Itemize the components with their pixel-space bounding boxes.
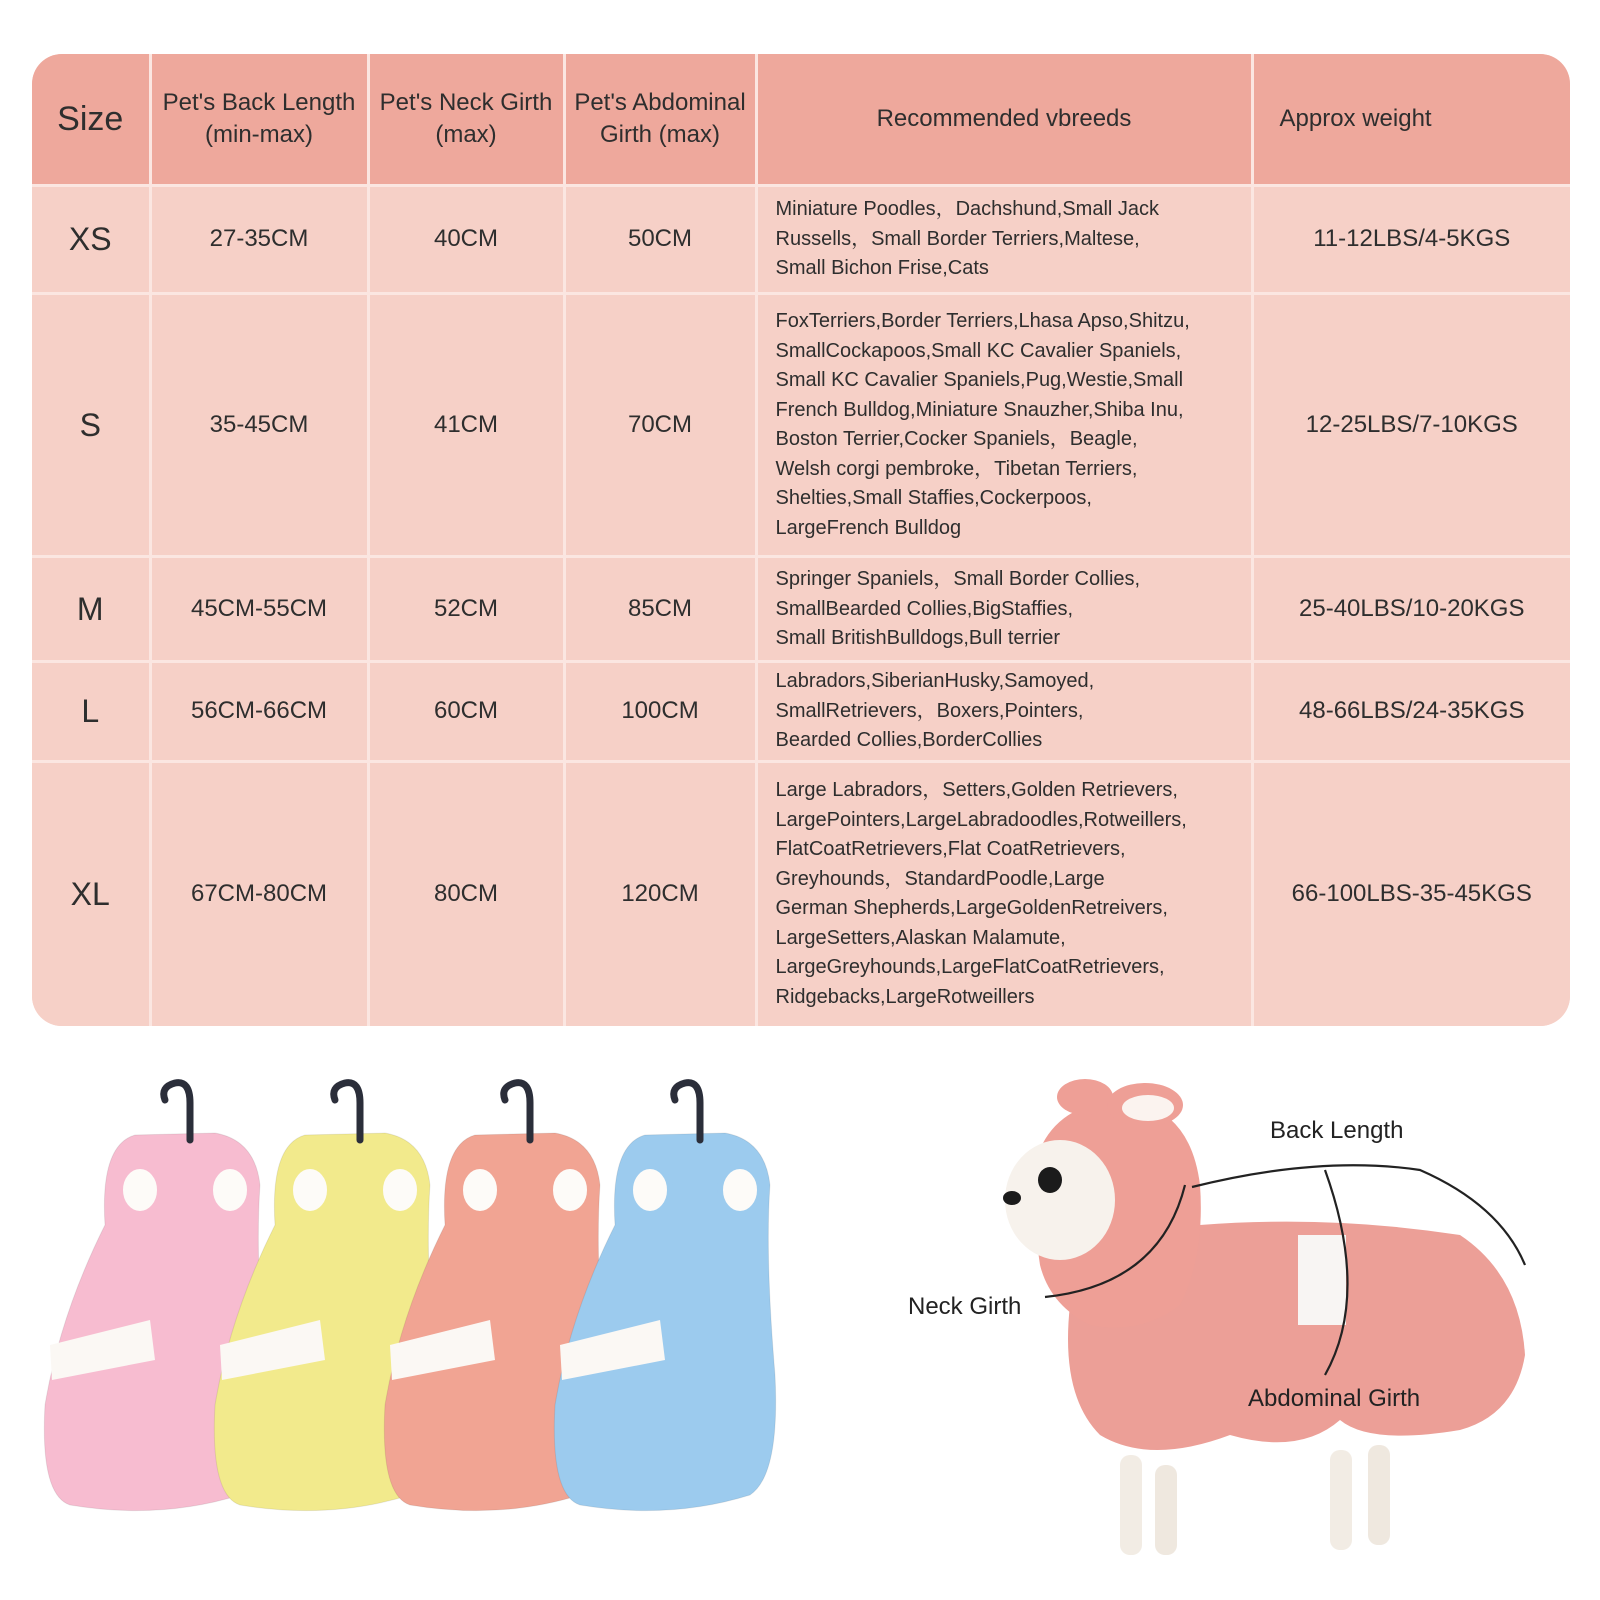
breed-line: Greyhounds，StandardPoodle,Large [775,867,1105,890]
neck-girth-cell: 40CM [368,186,564,294]
breed-line: Russells，Small Border Terriers,Maltese, [775,227,1140,250]
table-header-row [32,54,1570,186]
breed-line: LargeSetters,Alaskan Malamute, [775,926,1066,949]
breed-line: Shelties,Small Staffies,Cockerpoos, [775,487,1092,510]
back-length-label: Back Length [1270,1117,1404,1144]
breed-line: Miniature Poodles，Dachshund,Small Jack [775,198,1160,221]
abdominal-girth-label: Abdominal Girth [1248,1385,1421,1412]
breed-line: SmallRetrievers，Boxers,Pointers, [775,699,1084,722]
dog-leg-back-left [1330,1450,1352,1550]
neck-girth-label: Neck Girth [908,1293,1022,1320]
neck-girth-cell: 52CM [368,557,564,662]
breeds-cell [756,186,1252,294]
breeds-cell [756,557,1252,662]
breed-line: FoxTerriers,Border Terriers,Lhasa Apso,Shitzu, [775,310,1190,333]
weight-cell: 66-100LBS-35-45KGS [1252,761,1570,1026]
breed-line: German Shepherds,LargeGoldenRetreivers, [775,897,1168,920]
breed-line: LargeFrench Bulldog [775,516,962,539]
weight-cell: 48-66LBS/24-35KGS [1252,662,1570,762]
abdominal-girth-cell: 85CM [564,557,756,662]
dog-nose [1003,1191,1021,1205]
weight-cell: 12-25LBS/7-10KGS [1252,293,1570,557]
towel-product-photos [40,1075,870,1595]
dog-wearing-towel-illustration [900,1075,1590,1595]
size-cell: S [32,293,150,557]
back-length-cell: 56CM-66CM [150,662,368,762]
breeds-cell [756,293,1252,557]
header-weight: Approx weight [1252,54,1570,186]
dog-leg-front-right [1155,1465,1177,1555]
dog-eye [1038,1167,1062,1193]
table-row [32,186,1570,294]
dog-leg-back-right [1368,1445,1390,1545]
breed-line: Small Bichon Frise,Cats [775,257,989,280]
neck-girth-cell: 80CM [368,761,564,1026]
table-row [32,557,1570,662]
weight-cell: 25-40LBS/10-20KGS [1252,557,1570,662]
abdominal-girth-cell: 50CM [564,186,756,294]
size-chart-table [32,54,1570,1026]
back-length-cell: 67CM-80CM [150,761,368,1026]
breed-line: Boston Terrier,Cocker Spaniels，Beagle, [775,428,1138,451]
header-size: Size [32,54,150,186]
header-abdominal-girth: Pet's Abdominal Girth (max) [564,54,756,186]
towel-4 [554,1083,775,1511]
hood-ear-inner [1122,1095,1174,1121]
table-row [32,662,1570,762]
size-cell: M [32,557,150,662]
breed-line: FlatCoatRetrievers,Flat CoatRetrievers, [775,838,1126,861]
abdominal-girth-cell: 70CM [564,293,756,557]
breed-line: SmallBearded Collies,BigStaffies, [775,597,1074,620]
neck-girth-cell: 41CM [368,293,564,557]
back-length-cell: 45CM-55CM [150,557,368,662]
breed-line: Welsh corgi pembroke，Tibetan Terriers, [775,457,1138,480]
hood-ear-left [1057,1079,1113,1115]
breed-line: Small KC Cavalier Spaniels,Pug,Westie,Small [775,369,1184,392]
size-cell: L [32,662,150,762]
breed-line: Labradors,SiberianHusky,Samoyed, [775,670,1095,693]
back-length-cell: 35-45CM [150,293,368,557]
table-row [32,293,1570,557]
weight-cell: 11-12LBS/4-5KGS [1252,186,1570,294]
velcro-patch [1298,1235,1346,1325]
neck-girth-cell: 60CM [368,662,564,762]
header-breeds: Recommended vbreeds [756,54,1252,186]
dog-face [1005,1140,1115,1260]
breed-line: Springer Spaniels，Small Border Collies, [775,568,1141,591]
dog-leg-front-left [1120,1455,1142,1555]
breeds-cell [756,662,1252,762]
header-back-length: Pet's Back Length (min-max) [150,54,368,186]
measurement-diagram [900,1075,1590,1595]
breed-line: LargePointers,LargeLabradoodles,Rotweillers, [775,808,1187,831]
table-row [32,761,1570,1026]
breed-line: Large Labradors，Setters,Golden Retrievers, [775,779,1178,802]
towels-illustration [40,1075,870,1595]
abdominal-girth-cell: 100CM [564,662,756,762]
breed-line: Bearded Collies,BorderCollies [775,729,1043,752]
breed-line: French Bulldog,Miniature Snauzher,Shiba Inu, [775,398,1184,421]
breed-line: LargeGreyhounds,LargeFlatCoatRetrievers, [775,956,1165,979]
breeds-cell [756,761,1252,1026]
back-length-cell: 27-35CM [150,186,368,294]
breed-line: Ridgebacks,LargeRotweillers [775,985,1035,1008]
breed-line: SmallCockapoos,Small KC Cavalier Spaniels, [775,339,1182,362]
size-cell: XS [32,186,150,294]
abdominal-girth-cell: 120CM [564,761,756,1026]
header-neck-girth: Pet's Neck Girth (max) [368,54,564,186]
size-cell: XL [32,761,150,1026]
breed-line: Small BritishBulldogs,Bull terrier [775,627,1061,650]
